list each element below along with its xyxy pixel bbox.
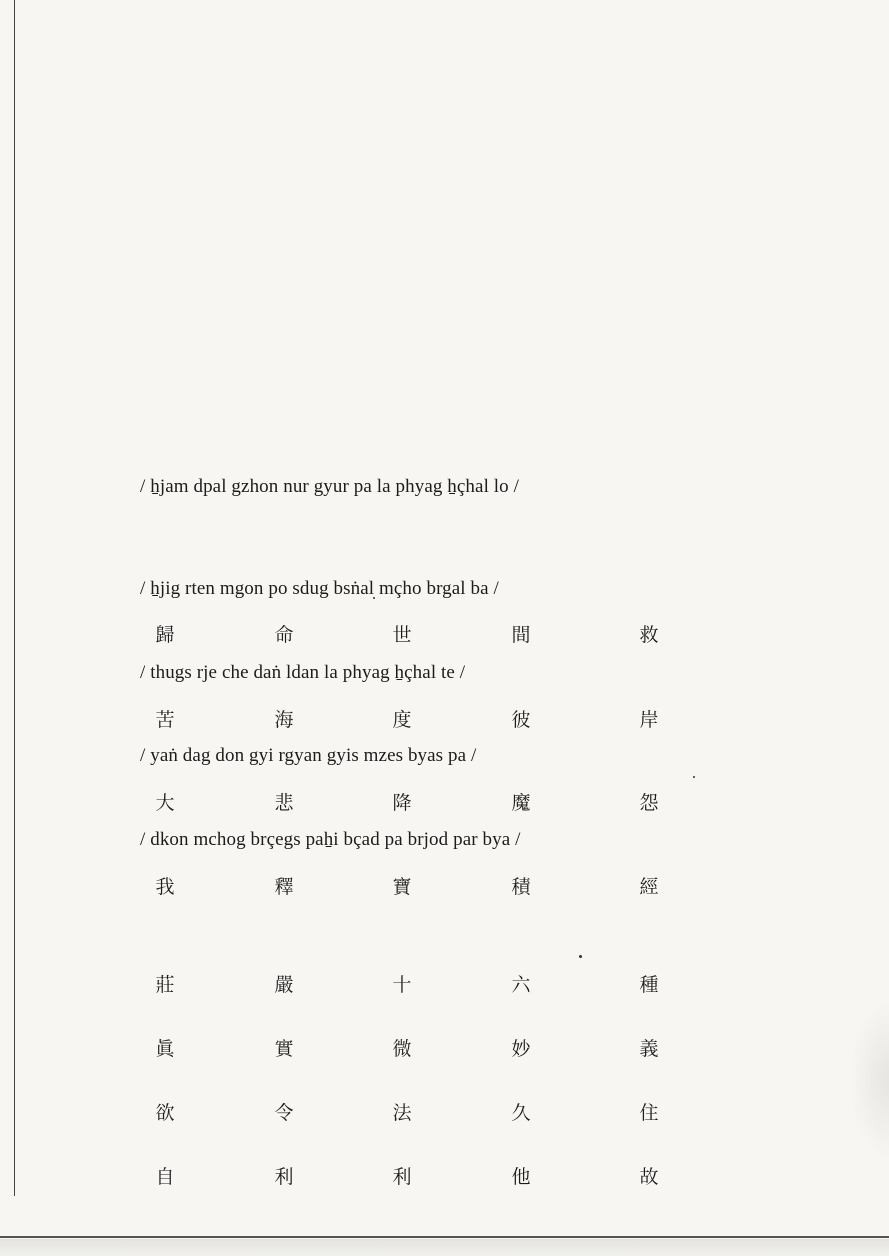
chinese-char: 間: [511, 624, 531, 646]
chinese-row-7: [140, 1098, 670, 1128]
chinese-char: 種: [639, 974, 659, 996]
chinese-char: 令: [274, 1102, 294, 1124]
chinese-char: 大: [155, 792, 175, 814]
chinese-row-1: [140, 620, 670, 650]
verse-line-3: / yaṅ dag don gyi rgyan gyis mzes byas pa /: [140, 745, 477, 766]
left-margin-rule: [14, 0, 15, 1196]
chinese-char: 降: [392, 792, 412, 814]
chinese-char: 久: [511, 1102, 531, 1124]
chinese-char: 怨: [639, 792, 659, 814]
chinese-char: 實: [274, 1038, 294, 1060]
chinese-char: 苦: [155, 709, 175, 731]
chinese-char: 積: [511, 876, 531, 898]
chinese-char: 釋: [274, 876, 294, 898]
chinese-char: 莊: [155, 974, 175, 996]
chinese-char: 經: [639, 876, 659, 898]
page-shadow: [849, 1000, 889, 1160]
chinese-char: 故: [639, 1166, 659, 1188]
verse-line-2: / thugs rje che daṅ ldan la phyag ẖçhal te /: [140, 662, 466, 683]
chinese-char: 利: [274, 1166, 294, 1188]
chinese-char: 寶: [392, 876, 412, 898]
chinese-char: 義: [639, 1038, 659, 1060]
bottom-scan-shadow: [0, 1239, 889, 1256]
print-speck: [693, 776, 695, 778]
chinese-char: 自: [155, 1166, 175, 1188]
chinese-row-6: [140, 1034, 670, 1064]
chinese-row-3: [140, 788, 670, 818]
chinese-row-2: [140, 705, 670, 735]
chinese-char: 利: [392, 1166, 412, 1188]
chinese-char: 魔: [511, 792, 531, 814]
chinese-row-5: [140, 970, 670, 1000]
verse-line-4: / dkon mchog brçegs paẖi bçad pa brjod par bya /: [140, 829, 521, 850]
print-speck: [579, 955, 582, 958]
chinese-char: 住: [639, 1102, 659, 1124]
chinese-char: 我: [155, 876, 175, 898]
chinese-char: 妙: [511, 1038, 531, 1060]
chinese-char: 彼: [511, 709, 531, 731]
chinese-char: 救: [639, 624, 659, 646]
chinese-char: 眞: [155, 1038, 175, 1060]
chinese-char: 海: [274, 709, 294, 731]
chinese-char: 微: [392, 1038, 412, 1060]
chinese-char: 歸: [155, 624, 175, 646]
chinese-char: 欲: [155, 1102, 175, 1124]
chinese-char: 命: [274, 624, 294, 646]
chinese-char: 他: [511, 1166, 531, 1188]
chinese-char: 十: [392, 974, 412, 996]
chinese-char: 六: [511, 974, 531, 996]
bottom-edge-rule: [0, 1236, 889, 1238]
chinese-char: 岸: [639, 709, 659, 731]
chinese-char: 嚴: [274, 974, 294, 996]
chinese-char: 度: [392, 709, 412, 731]
chinese-char: 悲: [274, 792, 294, 814]
verse-line-1: / ẖjig rten mgon po sdug bsṅal mçho brgal ba /: [140, 578, 499, 599]
chinese-char: 法: [392, 1102, 412, 1124]
dedication-line: / ẖjam dpal gzhon nur gyur pa la phyag ẖçhal lo /: [140, 476, 519, 497]
chinese-char: 世: [392, 624, 412, 646]
chinese-row-8: [140, 1162, 670, 1192]
chinese-row-4: [140, 872, 670, 902]
